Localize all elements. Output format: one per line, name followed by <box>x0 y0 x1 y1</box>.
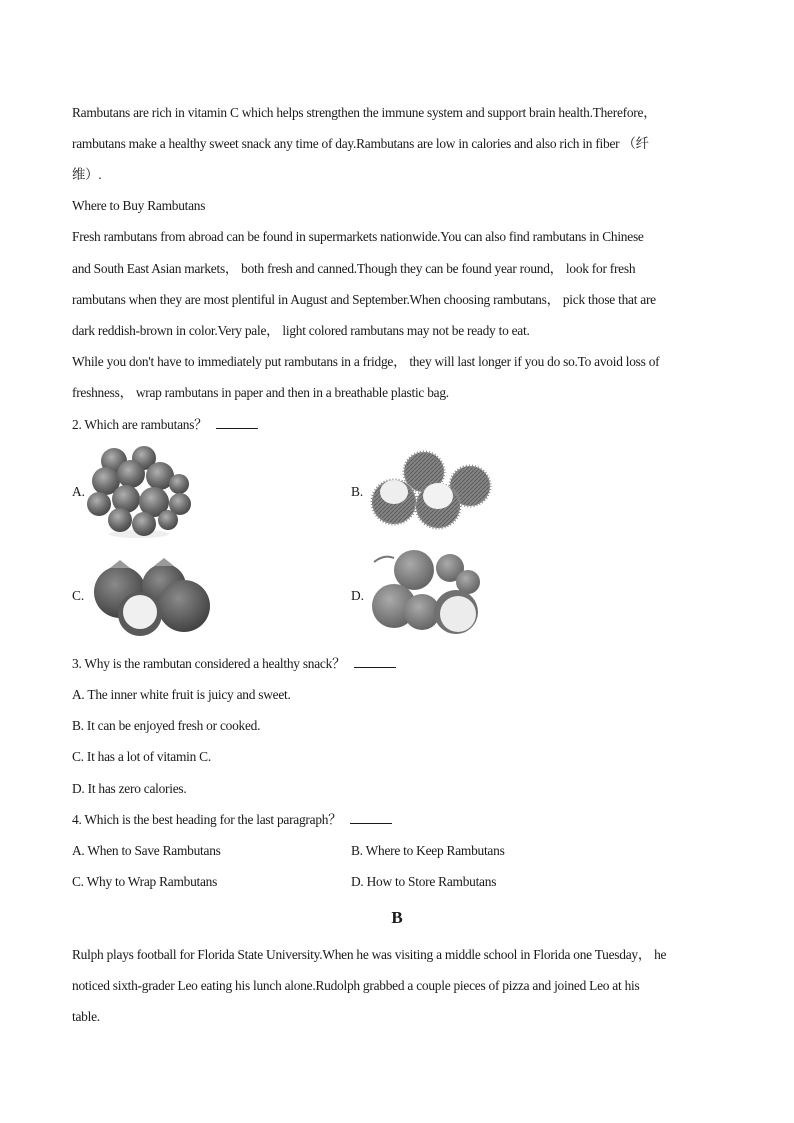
passage-line: Fresh rambutans from abroad can be found in supermarkets nationwide.You can also find rambutans in Chinese <box>72 229 644 244</box>
question-text: Which is the best heading for the last paragraph？ <box>84 812 342 827</box>
option-label: C. <box>72 874 84 889</box>
option-text: The inner white fruit is juicy and sweet. <box>87 687 291 702</box>
question-3 <box>72 656 396 672</box>
option-a[interactable] <box>72 687 291 703</box>
option-text: It can be enjoyed fresh or cooked. <box>86 718 261 733</box>
option-label: A. <box>72 687 85 702</box>
passage-line: rambutans make a healthy sweet snack any time of day.Rambutans are low in calories and also rich in fiber （纤 <box>72 136 649 151</box>
option-c-label[interactable]: C. <box>72 588 85 603</box>
grape-cluster-image <box>84 444 192 538</box>
passage-line: dark reddish-brown in color.Very pale， light colored rambutans may not be ready to eat. <box>72 323 530 338</box>
question-text: Why is the rambutan considered a healthy snack？ <box>84 656 346 671</box>
answer-blank[interactable] <box>354 656 396 668</box>
option-a[interactable] <box>72 843 221 859</box>
option-b-label[interactable]: B. <box>351 484 364 499</box>
passage-line: 维）. <box>72 167 102 182</box>
option-a-label[interactable]: A. <box>72 484 86 499</box>
passage-line: While you don't have to immediately put rambutans in a fridge， they will last longer if you do so.To avoid loss of <box>72 354 660 369</box>
passage-line: table. <box>72 1009 100 1024</box>
passage-line: Rambutans are rich in vitamin C which helps strengthen the immune system and support brain health.Therefore， <box>72 105 657 120</box>
section-title: B <box>391 908 403 927</box>
question-text: Which are rambutans？ <box>84 417 208 432</box>
option-text: How to Store Rambutans <box>366 874 497 889</box>
option-c[interactable] <box>72 749 211 765</box>
option-text: Why to Wrap Rambutans <box>86 874 218 889</box>
answer-blank[interactable] <box>216 417 258 429</box>
passage-line: rambutans when they are most plentiful in August and September.When choosing rambutans， pick those that are <box>72 292 656 307</box>
option-text: It has zero calories. <box>87 781 187 796</box>
option-d[interactable] <box>351 874 496 890</box>
mangosteen-image <box>92 554 212 638</box>
option-b[interactable] <box>351 843 505 859</box>
question-number: 3. <box>72 656 82 671</box>
option-label: B. <box>72 718 84 733</box>
question-2 <box>72 417 258 433</box>
option-label: D. <box>72 781 85 796</box>
passage-line: freshness， wrap rambutans in paper and then in a breathable plastic bag. <box>72 385 449 400</box>
option-text: When to Save Rambutans <box>87 843 221 858</box>
hairy-rambutan-image <box>370 450 494 530</box>
passage-line: and South East Asian markets， both fresh and canned.Though they can be found year round， look for fresh <box>72 261 636 276</box>
option-label: C. <box>72 749 84 764</box>
option-label: D. <box>351 874 364 889</box>
question-number: 4. <box>72 812 82 827</box>
passage-line: noticed sixth-grader Leo eating his lunch alone.Rudolph grabbed a couple pieces of pizza and joined Leo at his <box>72 978 640 993</box>
option-d-label[interactable]: D. <box>351 588 365 603</box>
option-d[interactable] <box>72 781 187 797</box>
subheading: Where to Buy Rambutans <box>72 198 206 213</box>
option-c[interactable] <box>72 874 217 890</box>
option-text: Where to Keep Rambutans <box>365 843 505 858</box>
passage-line: Rulph plays football for Florida State University.When he was visiting a middle school in Florida one Tuesday， he <box>72 947 667 962</box>
option-b[interactable] <box>72 718 260 734</box>
option-label: B. <box>351 843 363 858</box>
option-label: A. <box>72 843 85 858</box>
question-number: 2. <box>72 417 82 432</box>
lychee-image <box>372 548 480 638</box>
answer-blank[interactable] <box>350 812 392 824</box>
question-4 <box>72 812 392 828</box>
option-text: It has a lot of vitamin C. <box>86 749 211 764</box>
